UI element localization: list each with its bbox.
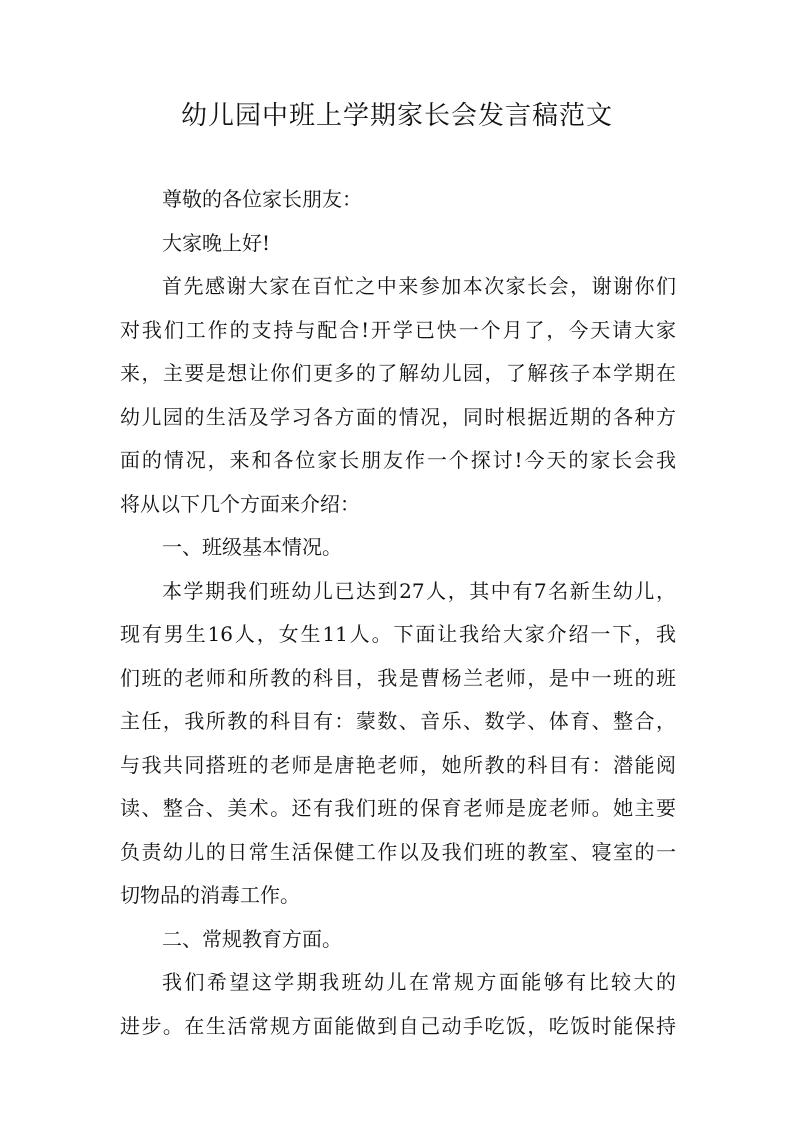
paragraph-line: 们班的老师和所教的科目，我是曹杨兰老师，是中一班的班 xyxy=(120,666,676,690)
section-heading: 一、班级基本情况。 xyxy=(162,535,342,559)
paragraph-line: 首先感谢大家在百忙之中来参加本次家长会，谢谢你们 xyxy=(162,274,676,298)
paragraph-line: 进步。在生活常规方面能做到自己动手吃饭，吃饭时能保持 xyxy=(120,1014,676,1038)
paragraph-line: 主任，我所教的科目有：蒙数、音乐、数学、体育、整合， xyxy=(120,709,676,733)
section-heading: 二、常规教育方面。 xyxy=(162,927,342,951)
salutation-line: 尊敬的各位家长朋友： xyxy=(162,187,362,211)
paragraph-line: 幼儿园的生活及学习各方面的情况，同时根据近期的各种方 xyxy=(120,405,676,429)
document-title: 幼儿园中班上学期家长会发言稿范文 xyxy=(180,101,613,131)
paragraph-line: 本学期我们班幼儿已达到27人，其中有7名新生幼儿， xyxy=(162,579,676,603)
paragraph-line: 现有男生16人，女生11人。下面让我给大家介绍一下，我 xyxy=(120,622,676,646)
greeting-line: 大家晚上好! xyxy=(162,231,271,255)
paragraph-line: 来，主要是想让你们更多的了解幼儿园，了解孩子本学期在 xyxy=(120,361,676,385)
paragraph-line: 面的情况，来和各位家长朋友作一个探讨!今天的家长会我 xyxy=(120,448,676,472)
paragraph-line: 我们希望这学期我班幼儿在常规方面能够有比较大的 xyxy=(162,970,676,994)
paragraph-line: 读、整合、美术。还有我们班的保育老师是庞老师。她主要 xyxy=(120,796,676,820)
paragraph-line: 将从以下几个方面来介绍： xyxy=(120,492,360,516)
paragraph-line: 切物品的消毒工作。 xyxy=(120,883,300,907)
paragraph-line: 对我们工作的支持与配合!开学已快一个月了，今天请大家 xyxy=(120,318,676,342)
paragraph-line: 负责幼儿的日常生活保健工作以及我们班的教室、寝室的一 xyxy=(120,840,676,864)
paragraph-line: 与我共同搭班的老师是唐艳老师，她所教的科目有：潜能阅 xyxy=(120,753,676,777)
